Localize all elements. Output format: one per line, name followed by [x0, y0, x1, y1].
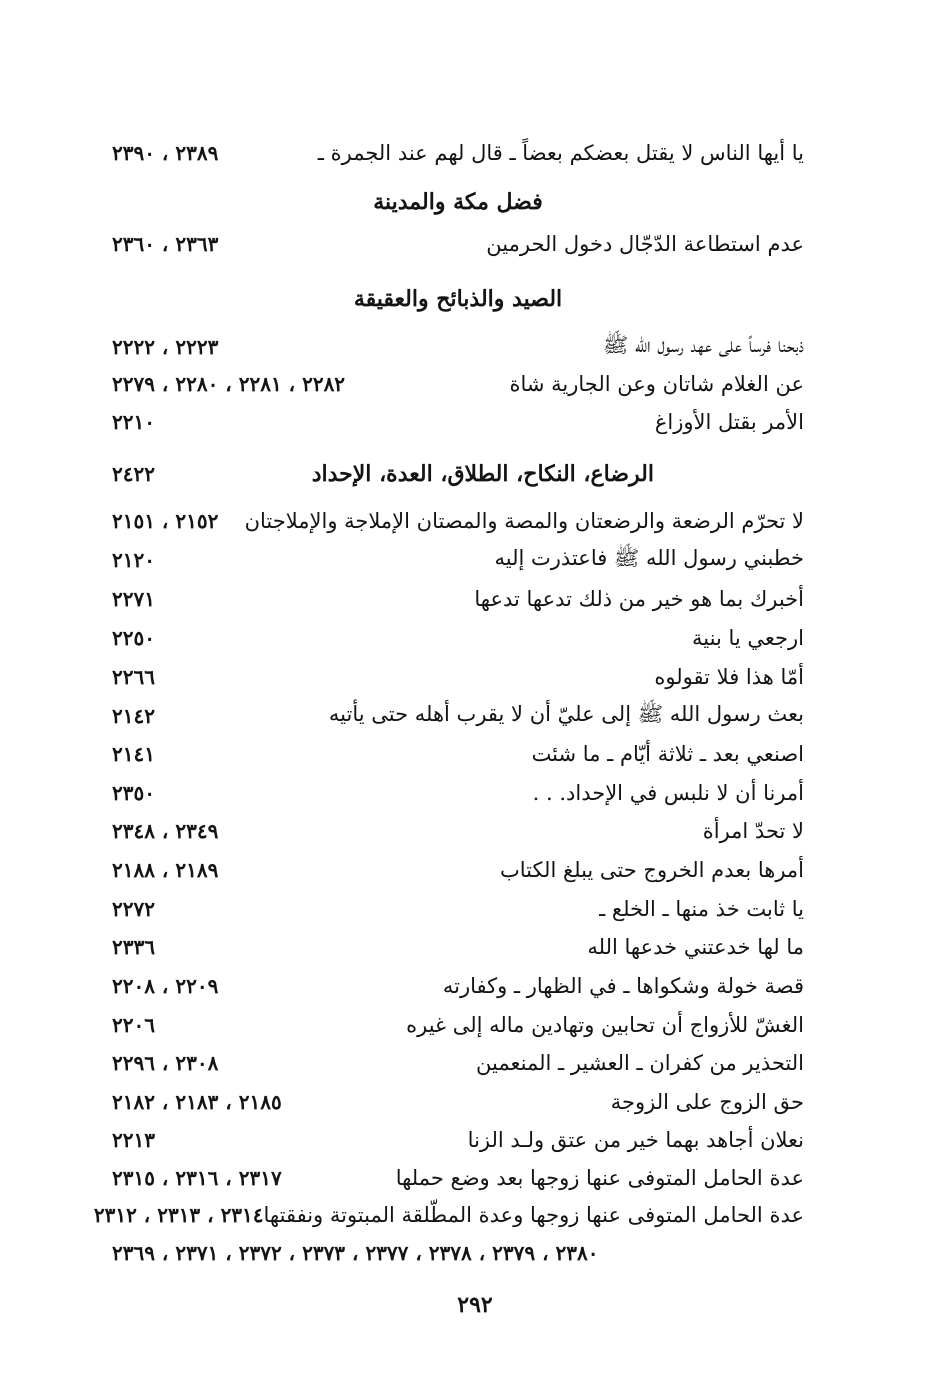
entry-text: اصنعي بعد ـ ثلاثة أيّام ـ ما شئت: [531, 742, 804, 766]
index-row: [112, 927, 804, 967]
index-row: [112, 402, 804, 442]
index-row: [112, 540, 804, 580]
entry-refs: ٢٢٠٩ ، ٢٢٠٨: [112, 974, 219, 998]
entry-text: أخبرك بما هو خير من ذلك تدعها تدعها: [474, 587, 804, 611]
index-row: [112, 327, 804, 367]
page-number: ٢٩٢: [457, 1292, 493, 1318]
index-row: [112, 1082, 804, 1122]
entry-refs: ٢١٨٥ ، ٢١٨٣ ، ٢١٨٢: [112, 1090, 282, 1114]
entry-refs: ٢٣٣٦: [112, 935, 155, 959]
entry-refs: ٢١٨٩ ، ٢١٨٨: [112, 858, 219, 882]
entry-text: قصة خولة وشكواها ـ في الظهار ـ وكفارته: [442, 974, 804, 998]
entry-text: عدم استطاعة الدّجّال دخول الحرمين: [486, 232, 804, 256]
index-row: [112, 1043, 804, 1083]
entry-refs: ٢٢١٣: [112, 1128, 155, 1152]
section-heading: فضل مكة والمدينة: [373, 189, 543, 215]
entry-refs: ٢٣٤٩ ، ٢٣٤٨: [112, 819, 219, 843]
entry-refs: ٢٣٠٨ ، ٢٢٩٦: [112, 1051, 219, 1075]
index-row: [112, 850, 804, 890]
entry-refs: ٢٣١٤ ، ٢٣١٣ ، ٢٣١٢: [93, 1203, 264, 1227]
entry-refs: ٢٤٢٢: [112, 462, 155, 486]
entry-text: أمّا هذا فلا تقولوه: [654, 665, 804, 689]
entry-refs: ٢٢٠٦: [112, 1013, 155, 1037]
index-row: [112, 657, 804, 697]
index-row: [112, 734, 804, 774]
index-row: [112, 1158, 804, 1198]
entry-text: التحذير من كفران ـ العشير ـ المنعمين: [476, 1051, 804, 1075]
index-row: [112, 966, 804, 1006]
entry-text: ما لها خدعتني خدعها الله: [587, 935, 804, 959]
entry-refs: ٢٢٧١: [112, 587, 155, 611]
index-row: [112, 224, 804, 264]
index-row: [112, 1120, 804, 1160]
entry-refs: ٢١٢٠: [112, 548, 155, 572]
section-heading: الصيد والذبائح والعقيقة: [353, 286, 563, 312]
entry-text: أمرنا أن لا نلبس في الإحداد. . .: [532, 781, 804, 805]
entry-text: لا تحدّ امرأة: [702, 819, 804, 843]
entry-refs: ٢٢٥٠: [112, 626, 155, 650]
entry-text: خطبني رسول الله ﷺ فاعتذرت إليه: [494, 545, 804, 570]
section-heading-row: [112, 454, 804, 494]
entry-refs: ٢٣٥٠: [112, 781, 155, 805]
index-row: [112, 501, 804, 541]
section-heading: الرضاع، النكاح، الطلاق، العدة، الإحداد: [311, 461, 654, 487]
index-row: [112, 811, 804, 851]
index-row: [93, 1195, 804, 1235]
index-row: [112, 133, 804, 173]
entry-text: الغشّ للأزواج أن تحابين وتهادين ماله إلى غيره: [406, 1013, 804, 1037]
entry-text: حق الزوج على الزوجة: [610, 1090, 804, 1114]
entry-refs: ٢١٤١: [112, 742, 155, 766]
index-row-continuation: [112, 1233, 804, 1273]
entry-refs: ٢٣٨٩ ، ٢٣٩٠: [112, 141, 219, 165]
entry-refs: ٢١٥٢ ، ٢١٥١: [112, 509, 219, 533]
entry-refs: ٢٢٦٦: [112, 665, 155, 689]
index-row: [112, 773, 804, 813]
entry-refs: ٢٢١٠: [112, 410, 155, 434]
entry-refs: ٢٢٢٣ ، ٢٢٢٢: [112, 335, 219, 359]
entry-text: نعلان أجاهد بهما خير من عتق ولـد الزنا: [467, 1128, 804, 1152]
index-row: [112, 696, 804, 736]
entry-text: ذبحنا فرساً على عهد رسول الله ﷺ: [602, 332, 804, 357]
index-row: [112, 1005, 804, 1045]
entry-text: عن الغلام شاتان وعن الجارية شاة: [509, 372, 804, 396]
entry-refs: ٢٢٨٢ ، ٢٢٨١ ، ٢٢٨٠ ، ٢٢٧٩: [112, 372, 346, 396]
entry-refs: ٢٣٨٠ ، ٢٣٧٩ ، ٢٣٧٨ ، ٢٣٧٧ ، ٢٣٧٣ ، ٢٣٧٢ ، ٢٣٧١ ، ٢٣٦٩: [112, 1241, 599, 1265]
index-row: [112, 618, 804, 658]
index-row: [112, 364, 804, 404]
entry-text: يا ثابت خذ منها ـ الخلع ـ: [599, 897, 804, 921]
index-row: [112, 889, 804, 929]
entry-refs: ٢٣١٧ ، ٢٣١٦ ، ٢٣١٥: [112, 1166, 282, 1190]
entry-text: لا تحرّم الرضعة والرضعتان والمصة والمصتان الإملاجة والإملاجتان: [244, 509, 804, 533]
entry-text: أمرها بعدم الخروج حتى يبلغ الكتاب: [499, 858, 804, 882]
entry-refs: ٢٣٦٣ ، ٢٣٦٠: [112, 232, 219, 256]
entry-text: ارجعي يا بنية: [692, 626, 804, 650]
entry-text: يا أيها الناس لا يقتل بعضكم بعضاً ـ قال لهم عند الجمرة ـ: [317, 141, 804, 165]
entry-text: بعث رسول الله ﷺ إلى عليّ أن لا يقرب أهله حتى يأتيه: [328, 701, 804, 726]
entry-text: عدة الحامل المتوفى عنها زوجها بعد وضع حملها: [395, 1166, 804, 1190]
entry-refs: ٢١٤٢: [112, 704, 155, 728]
entry-text: الأمر بقتل الأوزاغ: [654, 410, 804, 434]
entry-text: عدة الحامل المتوفى عنها زوجها وعدة المطّلقة المبتوتة ونفقتها: [263, 1203, 804, 1227]
entry-refs: ٢٢٧٢: [112, 897, 155, 921]
index-row: [112, 579, 804, 619]
